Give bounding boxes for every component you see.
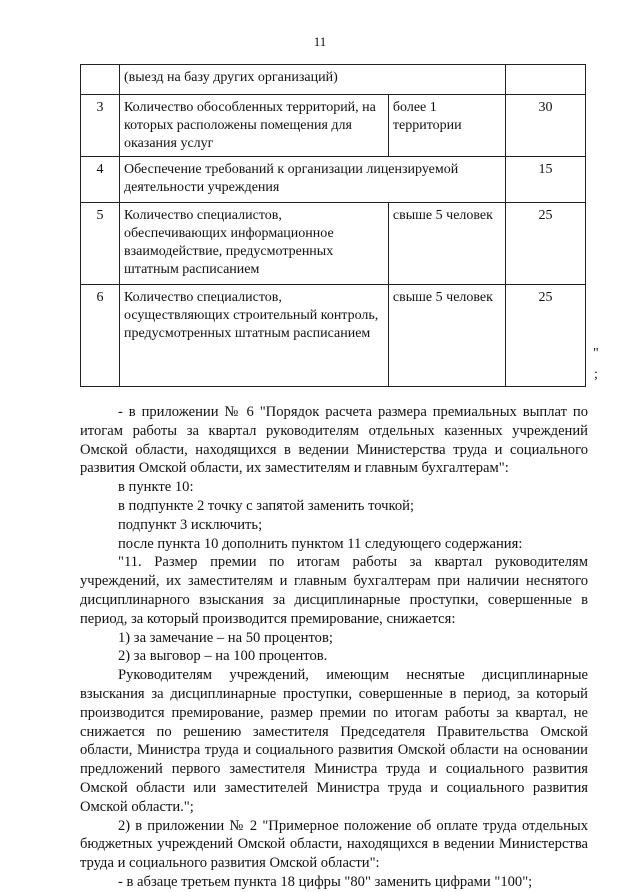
criterion-name: Количество специалистов, обеспечивающих информационное взаимодействие, предусмотренных штатным расписанием (120, 203, 389, 285)
criterion-name: Количество специалистов, осуществляющих строительный контроль, предусмотренных штатным расписанием (120, 285, 389, 387)
row-number: 5 (81, 203, 120, 285)
paragraph: в подпункте 2 точку с запятой заменить точкой; (118, 497, 415, 514)
amendment-text (80, 403, 588, 892)
row-number (81, 65, 120, 95)
table-row (81, 95, 586, 157)
paragraph: 2) за выговор – на 100 процентов. (118, 648, 328, 665)
paragraph: - в абзаце третьем пункта 18 цифры "80" заменить цифрами "100"; (118, 873, 533, 890)
table-row (81, 157, 586, 203)
paragraph: подпункт 3 исключить; (118, 516, 263, 533)
criterion-condition: свыше 5 человек (388, 285, 505, 387)
paragraph: - в приложении № 6 "Порядок расчета размера премиальных выплат по итогам работы за квартал руководителям отдельных казенных учреждений Омской области, находящихся в ведении Министерства труда и социального развития Омской области, их заместителям и главным бухгалтерам": (80, 404, 588, 477)
criterion-condition: свыше 5 человек (388, 203, 505, 285)
row-number: 6 (81, 285, 120, 387)
criterion-name: Обеспечение требований к организации лицензируемой деятельности учреждения (120, 157, 506, 203)
criterion-condition: более 1 территории (388, 95, 505, 157)
paragraph: Руководителям учреждений, имеющим неснятые дисциплинарные взыскания за дисциплинарные проступки, совершенные в период, за который производится премирование, размер премии по итогам работы за квартал, не снижается по решению заместителя Председателя Правительства Омской области, Министра труда и социального развития Омской области на основании предложений первого заместителя Министра труда и социального развития Омской области или заместителей Министра труда и социального развития Омской области."; (80, 667, 588, 815)
table-row (81, 203, 586, 285)
criteria-table (80, 64, 586, 387)
criterion-name: Количество обособленных территорий, на которых расположены помещения для оказания услуг (120, 95, 389, 157)
paragraph: 1) за замечание – на 50 процентов; (118, 629, 333, 646)
paragraph: в пункте 10: (118, 479, 194, 496)
points-value (505, 65, 585, 95)
table-row (81, 285, 586, 387)
points-value: 15 (505, 157, 585, 203)
criterion-name: (выезд на базу других организаций) (120, 65, 506, 95)
table-closing-quote: " (593, 346, 599, 361)
row-number: 3 (81, 95, 120, 157)
points-value: 30 (505, 95, 585, 157)
table-closing-semicolon: ; (594, 367, 598, 382)
points-value: 25 (505, 285, 585, 387)
paragraph: 2) в приложении № 2 "Примерное положение об оплате труда отдельных бюджетных учреждений Омской области, находящихся в ведении Министерства труда и социального развития Омской области": (80, 817, 588, 872)
table-row (81, 65, 586, 95)
paragraph: "11. Размер премии по итогам работы за квартал руководителям учреждений, их заместителям и главным бухгалтерам при наличии неснятого дисциплинарного взыскания за дисциплинарные проступки, совершенные в период, за который производится премирование, снижается: (80, 554, 588, 627)
points-value: 25 (505, 203, 585, 285)
paragraph: после пункта 10 дополнить пунктом 11 следующего содержания: (118, 535, 523, 552)
row-number: 4 (81, 157, 120, 203)
page-number: 11 (313, 34, 327, 49)
